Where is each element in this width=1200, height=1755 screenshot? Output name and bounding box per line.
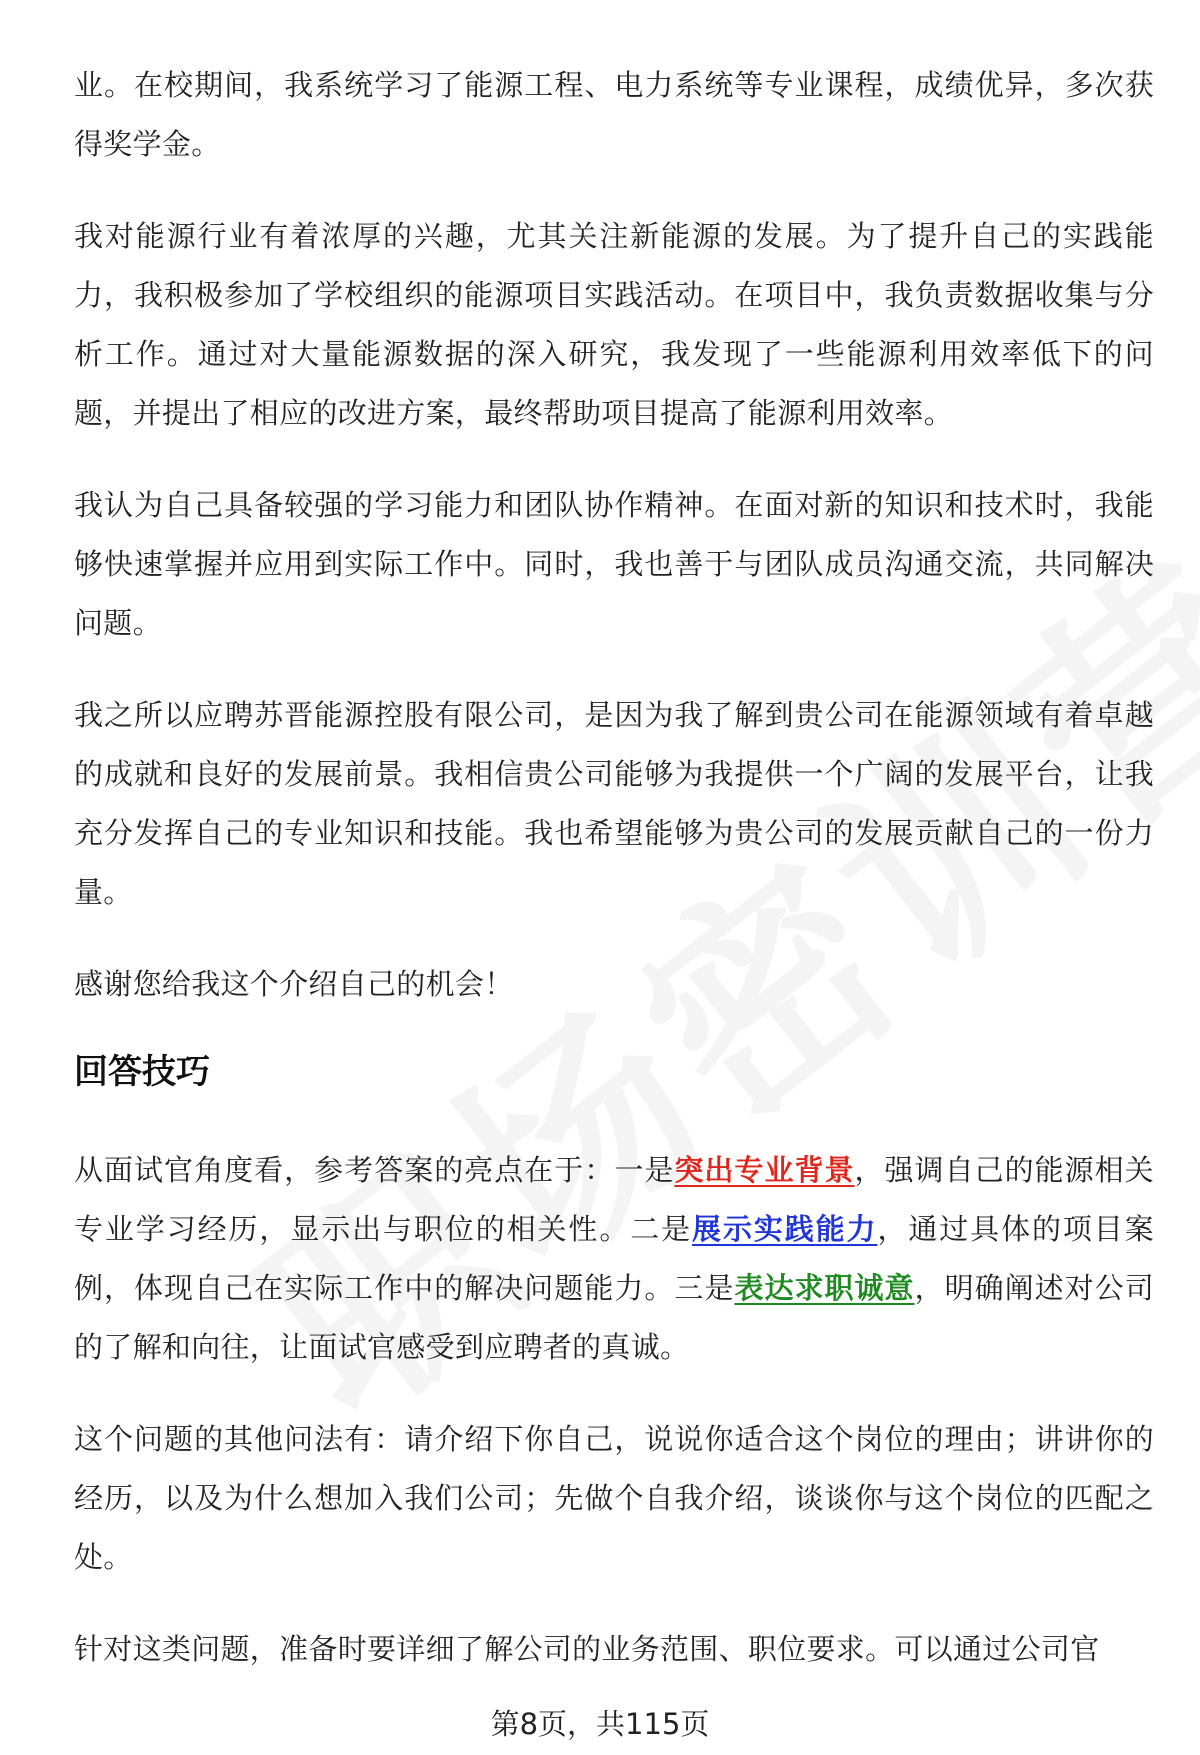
paragraph-thanks: 感谢您给我这个介绍自己的机会！ xyxy=(74,967,514,1001)
paragraph-tips-highlights xyxy=(74,1141,1154,1377)
highlight-practical-ability: 展示实践能力 xyxy=(692,1212,878,1246)
highlight-professional-background: 突出专业背景 xyxy=(674,1153,855,1187)
tips-text-a: 从面试官角度看，参考答案的亮点在于：一是 xyxy=(74,1153,675,1187)
document-body xyxy=(74,56,1154,1712)
paragraph-motivation: 我之所以应聘苏晋能源控股有限公司，是因为我了解到贵公司在能源领域有着卓越的成就和良好的发展前景。我相信贵公司能够为我提供一个广阔的发展平台，让我充分发挥自己的专业知识和技能。我也希望能够为贵公司的发展贡献自己的一份力量。 xyxy=(74,698,1154,909)
highlight-sincerity: 表达求职诚意 xyxy=(734,1271,915,1305)
paragraph-abilities: 我认为自己具备较强的学习能力和团队协作精神。在面对新的知识和技术时，我能够快速掌握并应用到实际工作中。同时，我也善于与团队成员沟通交流，共同解决问题。 xyxy=(74,488,1154,640)
paragraph-interest: 我对能源行业有着浓厚的兴趣，尤其关注新能源的发展。为了提升自己的实践能力，我积极参加了学校组织的能源项目实践活动。在项目中，我负责数据收集与分析工作。通过对大量能源数据的深入研究，我发现了一些能源利用效率低下的问题，并提出了相应的改进方案，最终帮助项目提高了能源利用效率。 xyxy=(74,219,1154,430)
page-number: 第8页，共115页 xyxy=(490,1707,710,1741)
paragraph-preparation: 针对这类问题，准备时要详细了解公司的业务范围、职位要求。可以通过公司官 xyxy=(74,1632,1100,1666)
section-heading: 回答技巧 xyxy=(74,1052,210,1092)
tips-text-b: ，强调自己的能源相关专业学习经历，显示出与职位的相关性。二是 xyxy=(74,1153,1154,1246)
tips-text-c: ，通过具体的项目案例，体现自己在实际工作中的解决问题能力。三是 xyxy=(74,1212,1154,1305)
paragraph-education: 业。在校期间，我系统学习了能源工程、电力系统等专业课程，成绩优异，多次获得奖学金。 xyxy=(74,68,1154,161)
tips-text-d: ，明确阐述对公司的了解和向往，让面试官感受到应聘者的真诚。 xyxy=(74,1271,1154,1364)
paragraph-alt-questions: 这个问题的其他问法有：请介绍下你自己，说说你适合这个岗位的理由；讲讲你的经历，以及为什么想加入我们公司；先做个自我介绍，谈谈你与这个岗位的匹配之处。 xyxy=(74,1422,1154,1574)
